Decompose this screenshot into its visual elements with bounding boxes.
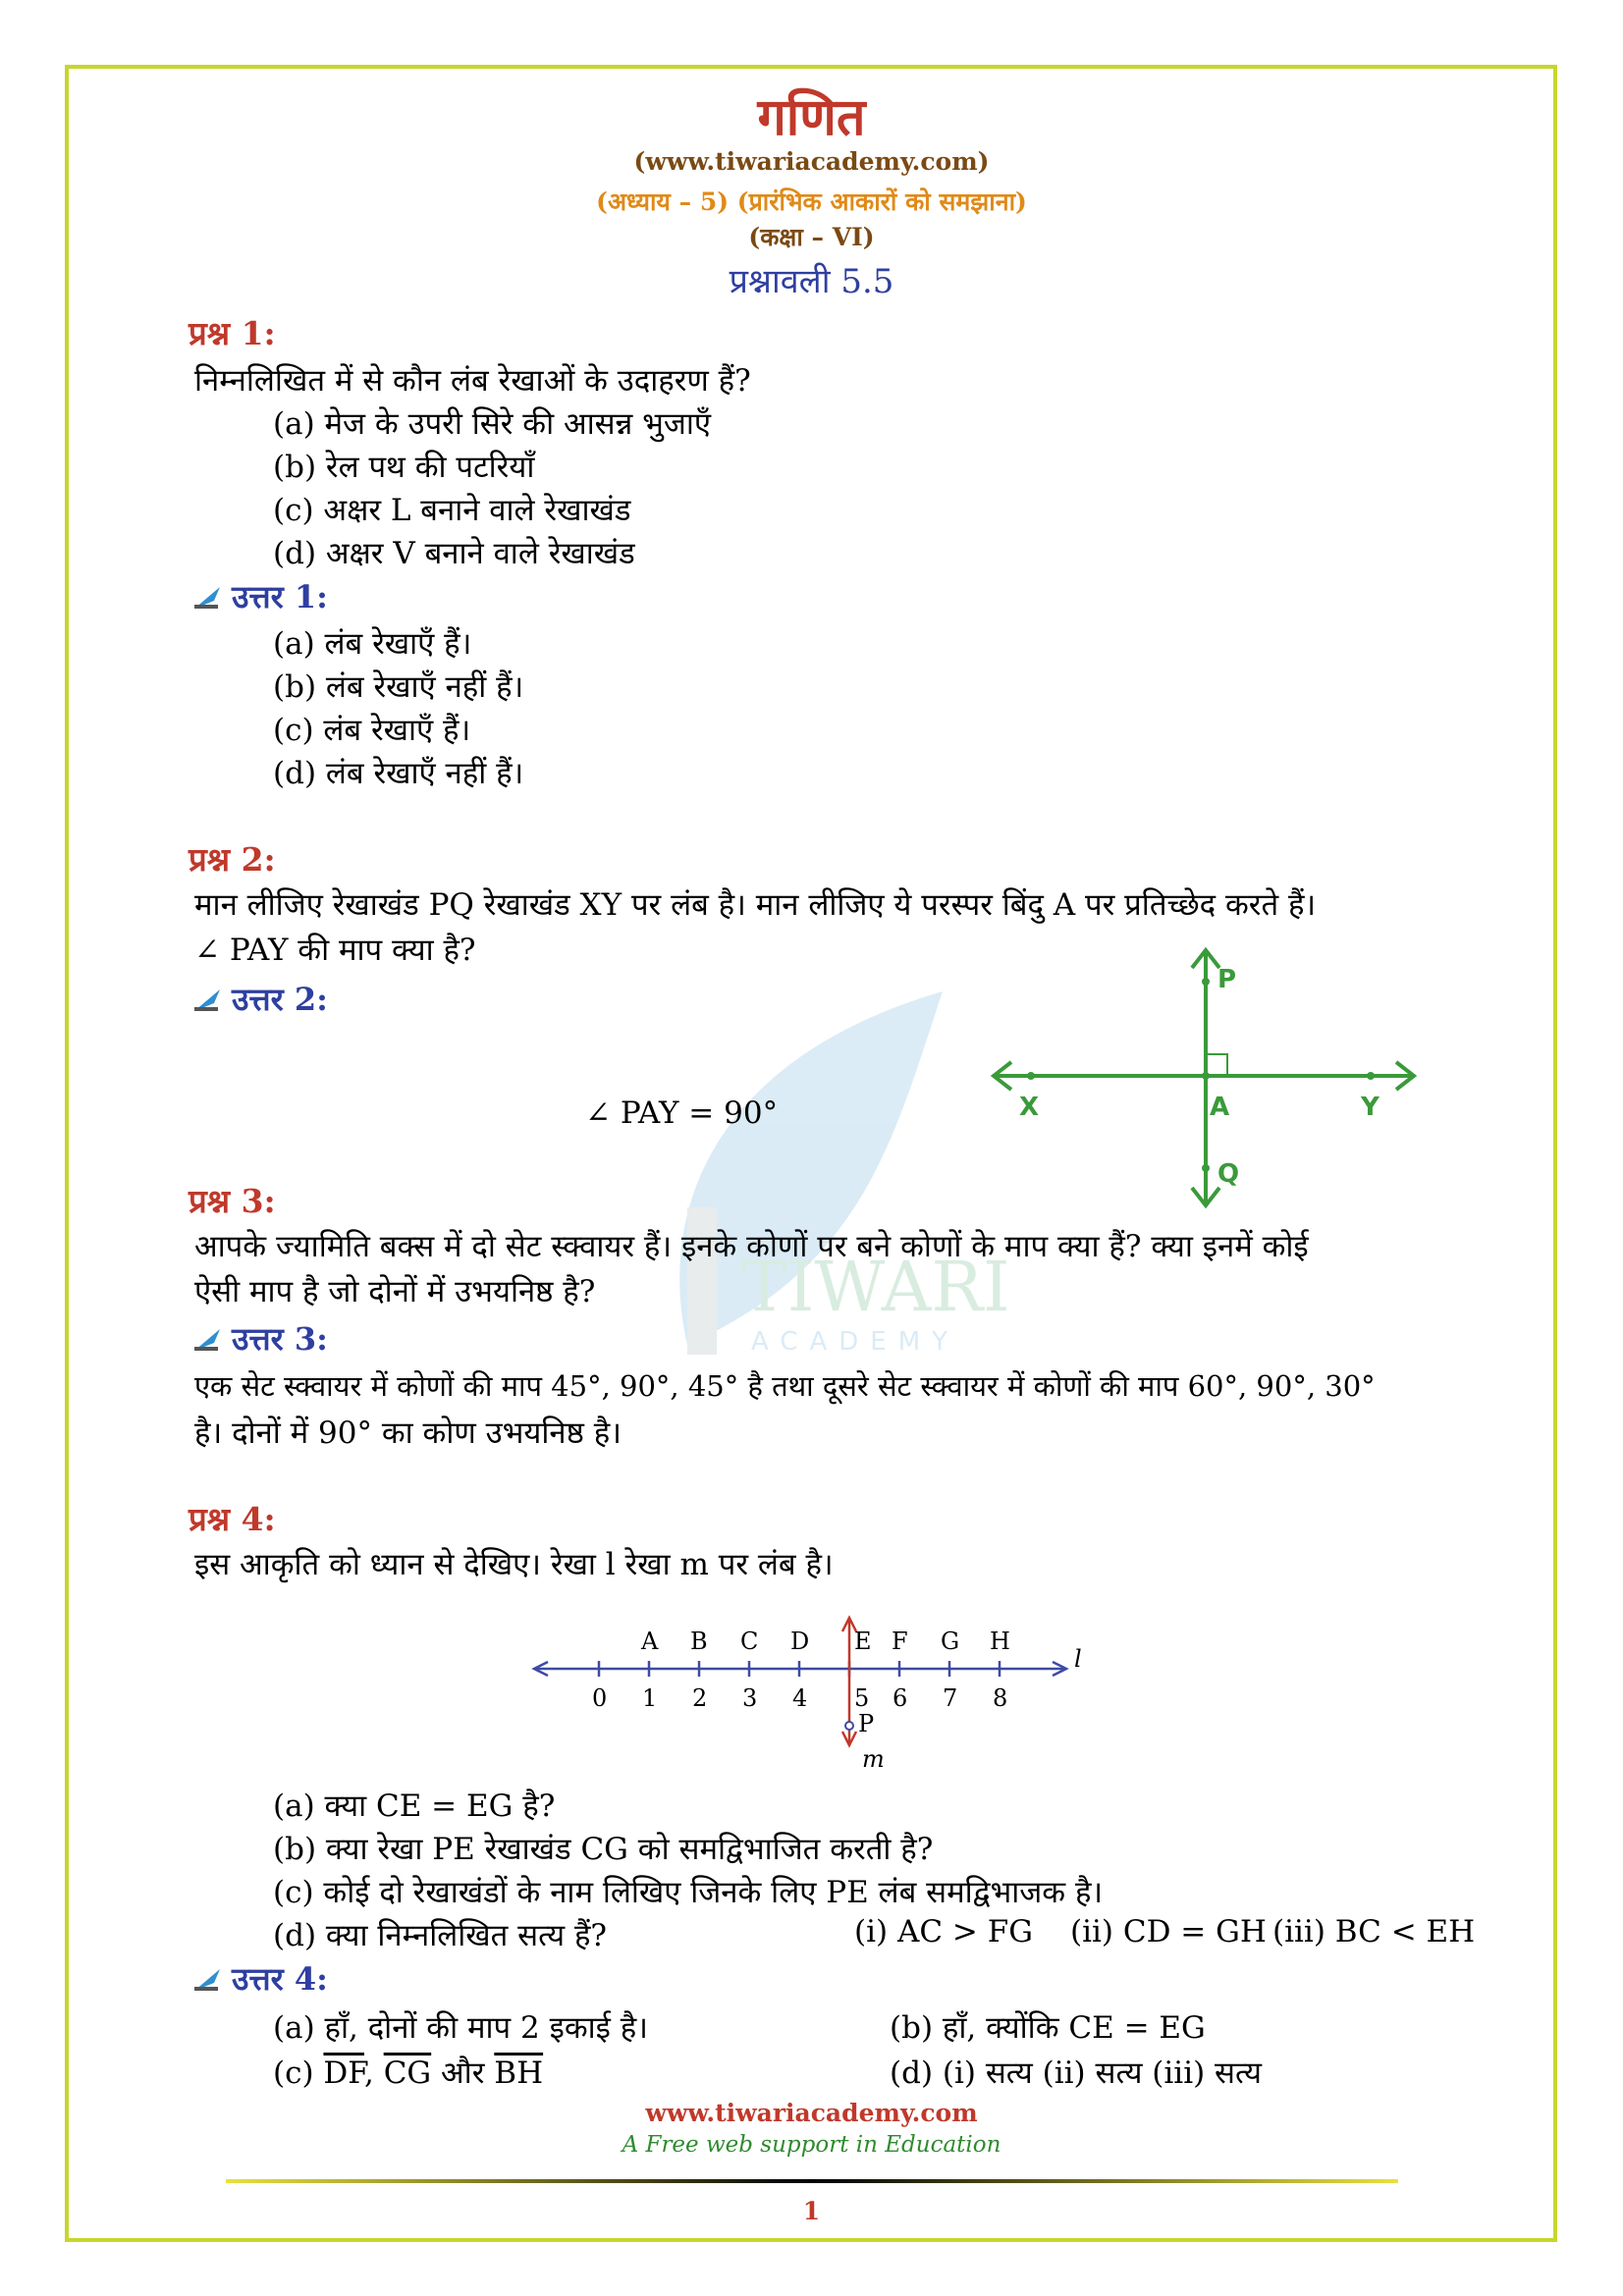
- page-number: 1: [802, 2197, 821, 2225]
- letter-c: C: [740, 1628, 759, 1655]
- point-x: [1027, 1072, 1035, 1080]
- pen-icon: [192, 585, 222, 611]
- number-2: 2: [692, 1684, 708, 1712]
- number-8: 8: [993, 1684, 1008, 1712]
- question-1-option-d: (d) अक्षर V बनाने वाले रेखाखंड: [273, 536, 635, 571]
- perpendicular-lines-figure: [982, 940, 1434, 1215]
- letter-g: G: [941, 1628, 960, 1655]
- number-6: 6: [893, 1684, 908, 1712]
- header-exercise: प्रश्नावली 5.5: [729, 262, 894, 301]
- number-4: 4: [792, 1684, 808, 1712]
- watermark-brand: TIWARI: [741, 1247, 1010, 1327]
- footer-tagline: A Free web support in Education: [622, 2132, 1001, 2158]
- segment-bh: $\overline{BH}$: [494, 2056, 544, 2091]
- watermark-logo: [648, 972, 1010, 1384]
- footer-divider: [226, 2177, 1398, 2185]
- label-p: P: [1217, 965, 1237, 994]
- number-5: 5: [854, 1684, 870, 1712]
- footer-site: www.tiwariacademy.com: [645, 2099, 978, 2127]
- answer-4-c: [273, 2052, 543, 2093]
- letter-d: D: [790, 1628, 810, 1655]
- pen-icon: [192, 1967, 222, 1993]
- number-line-figure: [520, 1610, 1109, 1787]
- question-1-text: निम्नलिखित में से कौन लंब रेखाओं के उदाहरण हैं?: [194, 363, 751, 399]
- answer-2-result: ∠ PAY = 90°: [585, 1095, 779, 1131]
- question-1-option-a: (a) मेज के उपरी सिरे की आसन्न भुजाएँ: [273, 406, 712, 442]
- page-title: गणित: [757, 87, 866, 147]
- point-p: [845, 1722, 853, 1730]
- segment-df: $\overline{DF}$: [323, 2056, 364, 2091]
- answer-3-line-2: है। दोनों में 90° का कोण उभयनिष्ठ है।: [194, 1415, 622, 1451]
- question-1-option-b: (b) रेल पथ की पटरियाँ: [273, 450, 535, 485]
- question-1-label: प्रश्न 1:: [189, 314, 276, 352]
- point-q: [1202, 1164, 1210, 1172]
- question-4-label: प्रश्न 4:: [189, 1500, 276, 1538]
- question-2-line-2: ∠ PAY की माप क्या है?: [194, 933, 476, 968]
- answer-4-c-and: और: [441, 2056, 485, 2091]
- header-chapter: (अध्याय – 5) (प्रारंभिक आकारों को समझाना): [596, 187, 1027, 216]
- question-4-option-d: (d) क्या निम्नलिखित सत्य हैं?: [273, 1918, 608, 1953]
- label-x: X: [1019, 1093, 1040, 1122]
- label-l: l: [1074, 1645, 1082, 1673]
- question-3-line-1: आपके ज्यामिति बक्स में दो सेट स्क्वायर हैं। इनके कोणों पर बने कोणों के माप क्या हैं? क्या इनमें कोई: [194, 1229, 1309, 1264]
- answer-1-line-d: (d) लंब रेखाएँ नहीं हैं।: [273, 756, 524, 791]
- label-a: A: [1210, 1093, 1230, 1122]
- segment-cg: $\overline{CG}$: [383, 2056, 432, 2091]
- letter-e: E: [854, 1628, 872, 1655]
- question-4-option-d-iii: (iii) BC < EH: [1272, 1914, 1476, 1949]
- answer-4-d: (d) (i) सत्य (ii) सत्य (iii) सत्य: [890, 2056, 1262, 2091]
- question-4-text: इस आकृति को ध्यान से देखिए। रेखा l रेखा m पर लंब है।: [194, 1547, 834, 1582]
- header-class: (कक्षा – VI): [748, 223, 875, 251]
- number-3: 3: [742, 1684, 758, 1712]
- answer-4-c-separator: ,: [363, 2056, 374, 2091]
- right-angle-mark: [1206, 1054, 1227, 1076]
- question-1-option-c: (c) अक्षर L बनाने वाले रेखाखंड: [273, 493, 631, 528]
- answer-1-line-b: (b) लंब रेखाएँ नहीं हैं।: [273, 669, 524, 705]
- question-4-option-d-ii: (ii) CD = GH: [1070, 1914, 1267, 1949]
- point-p: [1202, 978, 1210, 986]
- label-m: m: [862, 1745, 885, 1773]
- watermark-sub: ACADEMY: [751, 1327, 960, 1357]
- letter-a: A: [641, 1628, 659, 1655]
- answer-1-label: उत्तर 1:: [232, 578, 328, 615]
- header-site: (www.tiwariacademy.com): [633, 147, 990, 176]
- answer-4-c-prefix: (c): [273, 2056, 314, 2091]
- question-4-option-d-i: (i) AC > FG: [854, 1914, 1034, 1949]
- pen-icon: [192, 988, 222, 1013]
- number-7: 7: [943, 1684, 958, 1712]
- answer-4-b: (b) हाँ, क्योंकि CE = EG: [890, 2010, 1206, 2046]
- answer-4-label: उत्तर 4:: [232, 1960, 328, 1998]
- point-a: [1202, 1072, 1210, 1080]
- question-4-option-b: (b) क्या रेखा PE रेखाखंड CG को समद्विभाजित करती है?: [273, 1832, 934, 1867]
- answer-4-a: (a) हाँ, दोनों की माप 2 इकाई है।: [273, 2010, 648, 2046]
- letter-b: B: [690, 1628, 708, 1655]
- pen-icon: [192, 1327, 222, 1353]
- question-4-option-a: (a) क्या CE = EG है?: [273, 1789, 556, 1824]
- question-2-label: प्रश्न 2:: [189, 840, 276, 879]
- answer-2-label: उत्तर 2:: [232, 981, 328, 1018]
- number-1: 1: [642, 1684, 658, 1712]
- question-2-line-1: मान लीजिए रेखाखंड PQ रेखाखंड XY पर लंब है। मान लीजिए ये परस्पर बिंदु A पर प्रतिच्छेद करते हैं।: [194, 887, 1317, 923]
- answer-3-line-1: एक सेट स्क्वायर में कोणों की माप 45°, 90°, 45° है तथा दूसरे सेट स्क्वायर में कोणों की माप 60°, 90°, 30°: [194, 1369, 1376, 1403]
- label-y: Y: [1361, 1093, 1380, 1122]
- question-4-option-c: (c) कोई दो रेखाखंडों के नाम लिखिए जिनके लिए PE लंब समद्विभाजक है।: [273, 1875, 1104, 1910]
- answer-1-line-c: (c) लंब रेखाएँ हैं।: [273, 713, 471, 748]
- point-y: [1367, 1072, 1375, 1080]
- question-3-label: प्रश्न 3:: [189, 1182, 276, 1220]
- label-p: P: [858, 1710, 875, 1737]
- label-q: Q: [1217, 1159, 1240, 1189]
- question-3-line-2: ऐसी माप है जो दोनों में उभयनिष्ठ है?: [194, 1274, 596, 1309]
- answer-1-line-a: (a) लंब रेखाएँ हैं।: [273, 626, 472, 662]
- letter-f: F: [892, 1628, 908, 1655]
- letter-h: H: [990, 1628, 1010, 1655]
- answer-3-label: उत्तर 3:: [232, 1320, 328, 1358]
- number-0: 0: [592, 1684, 608, 1712]
